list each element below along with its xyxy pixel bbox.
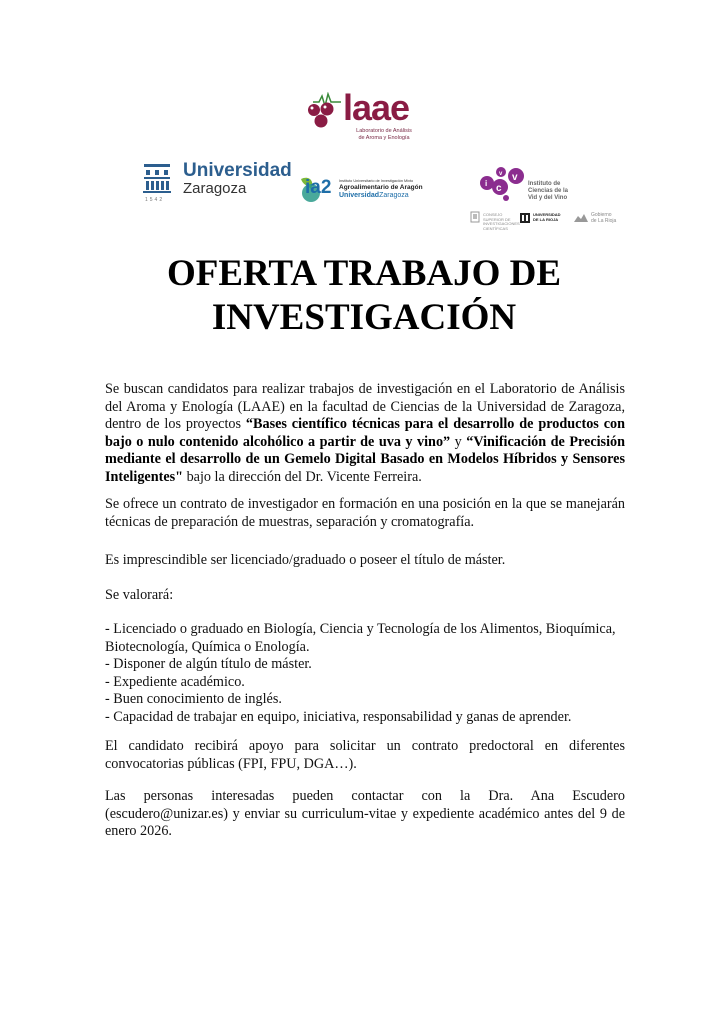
ur-line2: DE LA RIOJA — [533, 216, 559, 222]
icvv-line1: Instituto de — [528, 181, 561, 187]
unizar-building-icon — [142, 162, 172, 196]
contact-instructions: y enviar su curriculum-vitae y expediente académico antes del 9 de enero 2026. — [105, 805, 625, 840]
ia2-logo — [297, 173, 427, 207]
valued-list — [105, 621, 625, 727]
laae-subtitle-line2: de Aroma y Enología — [358, 134, 410, 141]
intro-director: bajo la dirección del Dr. Vicente Ferreira. — [183, 468, 422, 485]
unizar-logo — [140, 160, 295, 208]
unizar-line1: Universidad — [183, 160, 292, 181]
csic-crest-icon — [470, 211, 480, 225]
ur-mark-icon — [520, 213, 530, 223]
contact-paragraph — [105, 788, 625, 841]
laae-wordmark: laae — [343, 87, 410, 128]
grapes-icon — [305, 92, 345, 134]
ia2-line3 — [339, 192, 409, 199]
icvv-logo — [478, 163, 628, 203]
title-line1: OFERTA TRABAJO DE — [166, 253, 562, 294]
ia2-line3-bold: Universidad — [339, 192, 380, 199]
gobierno-line2: de La Rioja — [591, 217, 617, 224]
laae-subtitle — [349, 128, 419, 141]
partner-logos — [470, 210, 630, 231]
unizar-line2: Zaragoza — [183, 180, 247, 197]
support-paragraph: El candidato recibirá apoyo para solicitar un contrato predoctoral en diferentes convocatorias públicas (FPI, FPU, DGA…). — [105, 738, 625, 772]
icvv-text — [528, 181, 568, 202]
icvv-mark-icon — [478, 163, 528, 203]
list-item: - Disponer de algún título de máster. — [105, 656, 312, 673]
contact-line1: Las personas interesadas pueden contactar con la Dra. Ana Escudero — [105, 788, 625, 804]
project-2-title: “Vinificación de Precisión mediante el desarrollo de un Gemelo Digital Basado en Modelos Híbridos y Sensores Inteligentes" — [105, 433, 626, 485]
gobierno-line1: Gobierno — [591, 212, 612, 218]
gobierno-text — [591, 213, 616, 224]
valued-heading: Se valorará: — [105, 587, 174, 603]
ur-text — [533, 213, 561, 222]
contact-details — [105, 806, 625, 841]
contact-email-link[interactable]: (escudero@unizar.es) — [105, 805, 228, 822]
csic-text: CONSEJO SUPERIOR DE INVESTIGACIONES CIENTÍFICAS — [483, 212, 520, 231]
ia2-line1: Instituto Universitario de Investigación Mixto — [339, 179, 414, 183]
page-title — [0, 252, 728, 340]
svg-text:v: v — [499, 171, 503, 177]
icvv-line2: Ciencias de la — [528, 188, 569, 194]
svg-text:i: i — [485, 179, 488, 188]
list-item: - Buen conocimiento de inglés. — [105, 691, 282, 708]
project-1-title: “Bases científico técnicas para el desarrollo de productos con bajo o nulo contenido alcohólico a partir de uva y vino” — [105, 416, 625, 450]
svg-text:v: v — [512, 172, 518, 183]
intro-paragraph — [105, 381, 625, 487]
unizar-year: 1542 — [145, 197, 165, 203]
list-item: - Expediente académico. — [105, 673, 245, 690]
ur-line1: UNIVERSIDAD — [533, 212, 561, 217]
ia2-mark: ia2 — [305, 177, 332, 198]
icvv-line3: Vid y del Vino — [528, 195, 568, 201]
ia2-line3-rest: Zaragoza — [379, 192, 409, 199]
title-line2: INVESTIGACIÓN — [211, 297, 517, 338]
svg-text:c: c — [496, 183, 502, 194]
intro-text: Se buscan candidatos para realizar trabajos de investigación en el Laboratorio de Análisis del Aroma y Enología (LAAE) en la facultad de Ciencias de la Universidad de Zaragoza, dentro de los proyectos — [105, 381, 625, 433]
laae-logo — [305, 87, 430, 144]
gobierno-rioja-icon — [574, 213, 588, 223]
requirement-paragraph: Es imprescindible ser licenciado/graduado o poseer el título de máster. — [105, 552, 506, 568]
intro-conjunction: y — [450, 433, 467, 450]
list-item: - Capacidad de trabajar en equipo, iniciativa, responsabilidad y ganas de aprender. — [105, 708, 572, 725]
ia2-line2: Agroalimentario de Aragón — [339, 184, 423, 191]
list-item: - Licenciado o graduado en Biología, Ciencia y Tecnología de los Alimentos, Bioquímica, Biotecnología, Química o Enología. — [105, 621, 616, 655]
contract-paragraph: Se ofrece un contrato de investigador en formación en una posición en la que se manejarán técnicas de preparación de muestras, separación y cromatografía. — [105, 496, 625, 530]
laae-subtitle-line1: Laboratorio de Análisis — [356, 128, 412, 134]
